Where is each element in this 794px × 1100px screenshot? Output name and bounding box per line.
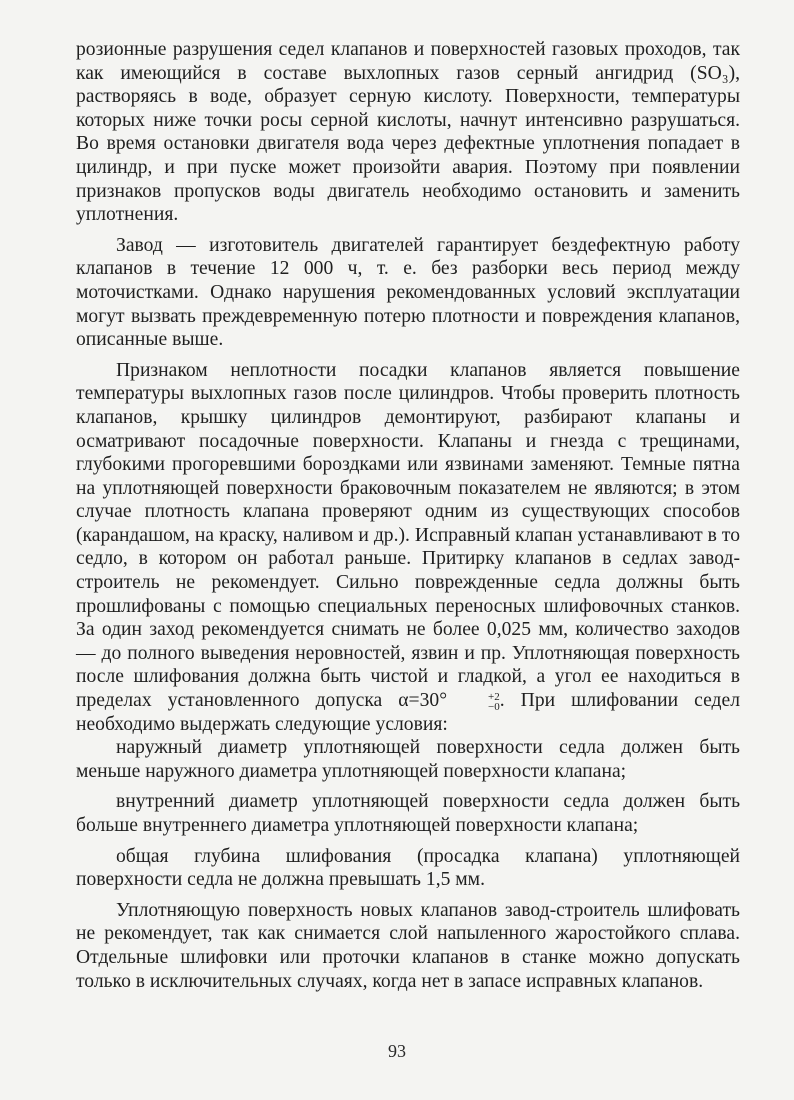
paragraph-final: Уплотняющую поверхность новых клапанов завод-строитель шлифовать не рекомендует, так как снимается слой напыленного жаростойкого сплава. Отдельные шлифовки или проточки клапанов в станке можно допускать только в исключительных случаях, когда нет в запасе исправных клапанов. [76, 899, 740, 992]
paragraph-2: Завод — изготовитель двигателей гарантирует бездефектную работу клапанов в течение 12 000 ч, т. е. без разборки весь период между моточистками. Однако нарушения рекомендованных условий эксплуатации могут вызвать преждевременную потерю плотности и повреждения клапанов, описанные выше. [76, 234, 740, 351]
paragraph-3 [76, 359, 740, 737]
formula-upper: +2 [488, 690, 500, 703]
condition-outer-diameter: наружный диаметр уплотняющей поверхности седла должен быть меньше наружного диаметра уплотняющей поверхности клапана; [76, 737, 740, 782]
formula-lower: −0 [488, 700, 500, 713]
condition-inner-diameter: внутренний диаметр уплотняющей поверхности седла должен быть больше внутреннего диаметра уплотняющей поверхности клапана; [76, 791, 740, 836]
tolerance-formula [398, 690, 499, 711]
paragraph-3-text: Признаком неплотности посадки клапанов является повышение температуры выхлопных газов после цилиндров. Чтобы проверить плотность клапанов, крышку цилиндров демонтируют, разбирают клапаны и осматривают посадочные поверхности. Клапаны и гнезда с трещинами, глубокими прогоревшими бороздками или язвинами заменяют. Темные пятна на уплотняющей поверхности браковочным показателем не являются; в этом случае плотность клапана проверяют одним из существующих способов (карандашом, на краску, наливом и др.). Исправный клапан устанавливают в то седло, в котором он работал раньше. Притирку клапанов в седлах завод-строитель не рекомендует. Сильно поврежденные седла должны быть прошлифованы с помощью специальных переносных шлифовочных станков. За один заход рекомендуется снимать не более 0,025 мм, количество заходов — до полного выведения неровностей, язвин и пр. Уплотняющая поверхность после шлифования должна быть чистой и гладкой, а угол ее находиться в пределах установленного допуска [76, 359, 740, 712]
page-number: 93 [388, 1041, 406, 1061]
formula-base: α=30° [398, 690, 448, 712]
condition-grinding-depth: общая глубина шлифования (просадка клапана) уплотняющей поверхности седла не должна превышать 1,5 мм. [76, 845, 740, 891]
paragraph-1: розионные разрушения седел клапанов и поверхностей газовых проходов, так как имеющийся в составе выхлопных газов серный ангидрид (SO₃), растворяясь в воде, образует серную кислоту. Поверхности, температуры которых ниже точки росы серной кислоты, начнут интенсивно разрушаться. Во время остановки двигателя вода через дефектные уплотнения попадает в цилиндр, и при пуске может произойти авария. Поэтому при появлении признаков пропусков воды двигатель необходимо остановить и заменить уплотнения. [76, 39, 740, 226]
formula-tolerance [448, 692, 500, 712]
page-body [76, 38, 740, 993]
formula-tail: . При шлифовании седел необходимо выдержать следующие условия: [76, 690, 740, 735]
